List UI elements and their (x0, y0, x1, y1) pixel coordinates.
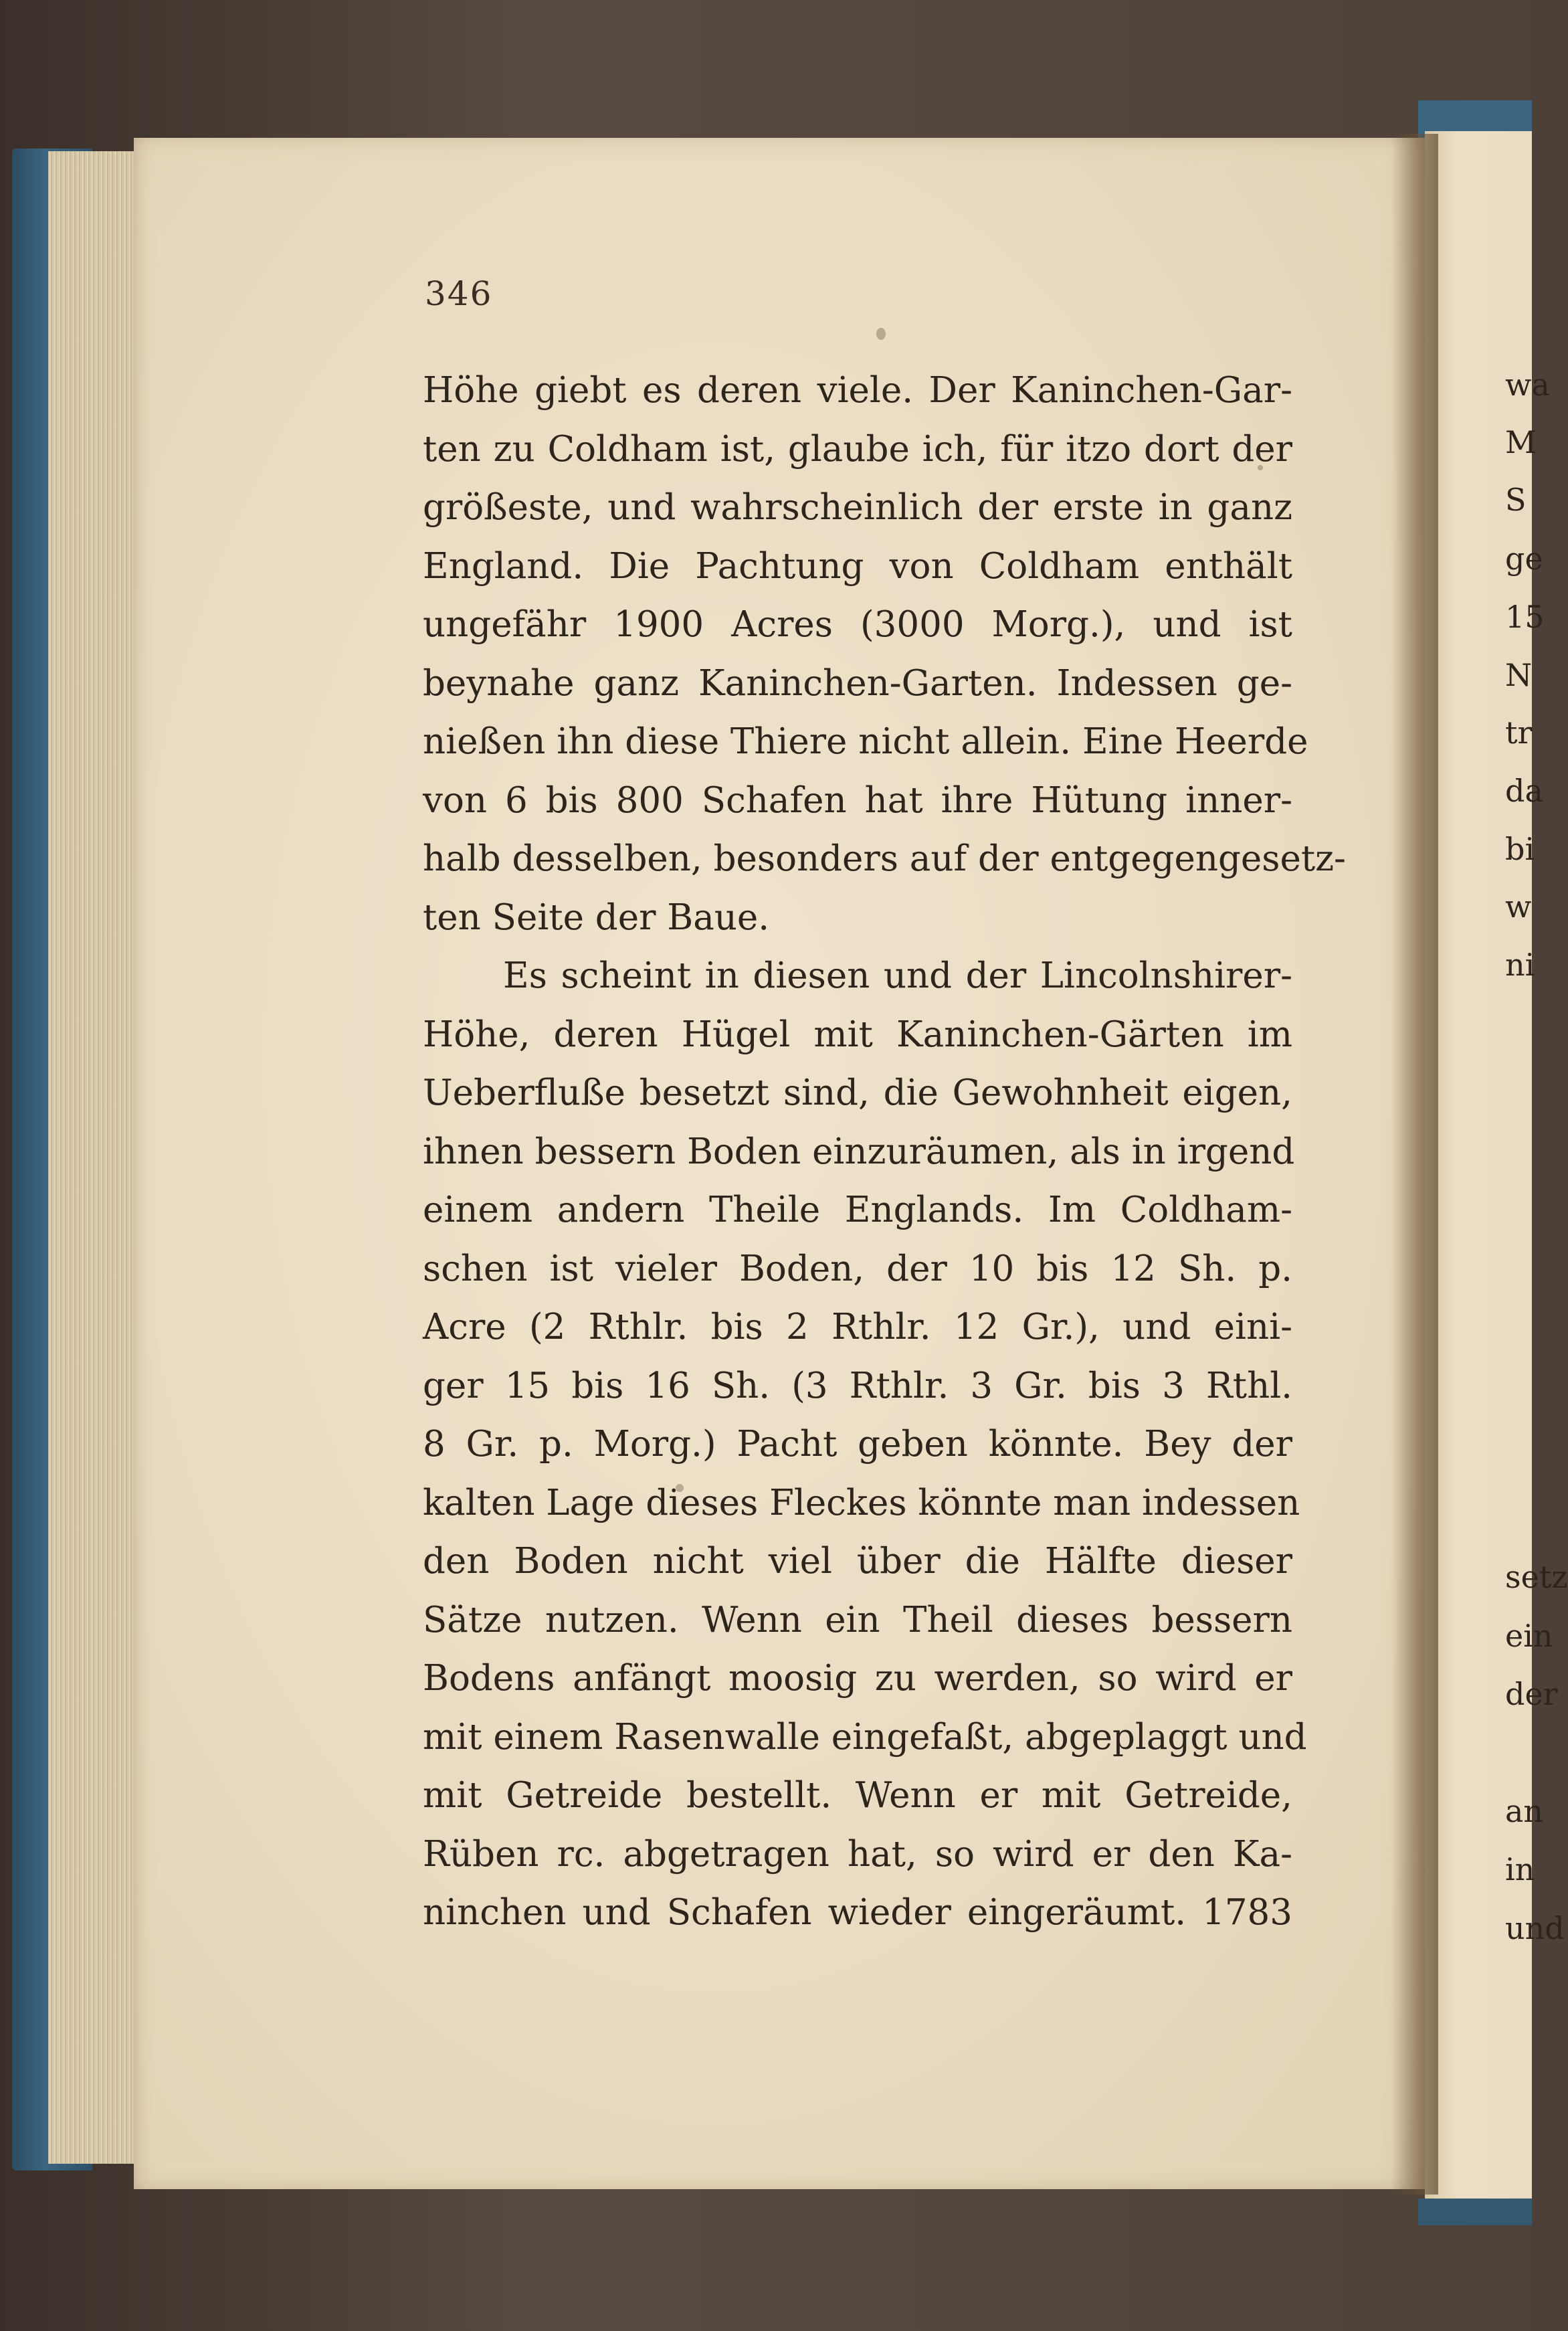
text-line: ger 15 bis 16 Sh. (3 Rthlr. 3 Gr. bis 3 Rthl. (423, 1365, 1292, 1406)
body-text (423, 361, 1346, 1942)
text-line: mit Getreide bestellt. Wenn er mit Getreide, (423, 1775, 1292, 1816)
page-number: 346 (425, 274, 493, 313)
facing-page-fragment: M (1505, 424, 1537, 460)
facing-page-fragment: ge (1505, 541, 1543, 577)
text-line: schen ist vieler Boden, der 10 bis 12 Sh. p. (423, 1248, 1292, 1289)
facing-page-fragment: an (1505, 1793, 1544, 1829)
facing-page-fragment: tr (1505, 715, 1533, 751)
text-line: mit einem Rasenwalle eingefaßt, abgeplaggt und (423, 1716, 1307, 1758)
facing-page-fragment: 15 (1505, 599, 1545, 635)
facing-page-fragment: der (1505, 1676, 1558, 1712)
text-line: Höhe giebt es deren viele. Der Kaninchen-Gar- (423, 370, 1292, 411)
text-line: Es scheint in diesen und der Lincolnshirer- (503, 955, 1292, 996)
text-line: Sätze nutzen. Wenn ein Theil dieses bessern (423, 1599, 1292, 1641)
text-line: kalten Lage dieses Fleckes könnte man indessen (423, 1482, 1300, 1523)
facing-page-fragment: w (1505, 889, 1532, 925)
text-line: Ueberfluße besetzt sind, die Gewohnheit eigen, (423, 1073, 1292, 1113)
text-line: Höhe, deren Hügel mit Kaninchen-Gärten im (423, 1014, 1292, 1055)
text-line: nießen ihn diese Thiere nicht allein. Eine Heerde (423, 721, 1308, 762)
text-line: England. Die Pachtung von Coldham enthält (423, 545, 1292, 587)
book-cover-right-bottom (1418, 2199, 1532, 2225)
text-line: einem andern Theile Englands. Im Coldham- (423, 1190, 1292, 1230)
text-line: beynahe ganz Kaninchen-Garten. Indessen ge- (423, 662, 1292, 704)
text-line: ihnen bessern Boden einzuräumen, als in irgend (423, 1131, 1295, 1172)
text-line: ten zu Coldham ist, glaube ich, für itzo dort der (423, 428, 1292, 470)
facing-page-fragment: in (1505, 1851, 1535, 1887)
facing-page-fragment: N (1505, 657, 1533, 693)
facing-page-fragment: setz (1505, 1559, 1568, 1595)
facing-page-fragment: ni (1505, 947, 1535, 983)
text-line: Acre (2 Rthlr. bis 2 Rthlr. 12 Gr.), und eini- (423, 1307, 1292, 1347)
text-line: 8 Gr. p. Morg.) Pacht geben könnte. Bey der (423, 1424, 1292, 1465)
text-line: halb desselben, besonders auf der entgegengesetz- (423, 838, 1346, 879)
text-line: den Boden nicht viel über die Hälfte dieser (423, 1541, 1292, 1582)
text-line: von 6 bis 800 Schafen hat ihre Hütung inner- (423, 779, 1292, 821)
facing-page-fragment: S (1505, 482, 1527, 518)
text-line: Rüben rc. abgetragen hat, so wird er den Ka- (423, 1833, 1292, 1875)
text-line: größeste, und wahrscheinlich der erste in ganz (423, 487, 1292, 528)
facing-page-fragment: und (1505, 1910, 1565, 1946)
text-line: ninchen und Schafen wieder eingeräumt. 1783 (423, 1892, 1292, 1933)
facing-page-fragment: da (1505, 773, 1543, 809)
paper-speck (876, 328, 886, 340)
text-line: ten Seite der Baue. (423, 897, 770, 938)
facing-page-fragment: bi (1505, 831, 1535, 867)
facing-page-fragment: wa (1505, 367, 1550, 403)
facing-page-fragment: ein (1505, 1618, 1553, 1654)
page-gutter (1391, 134, 1438, 2195)
text-line: Bodens anfängt moosig zu werden, so wird er (423, 1658, 1292, 1699)
text-line: ungefähr 1900 Acres (3000 Morg.), und ist (423, 604, 1292, 645)
